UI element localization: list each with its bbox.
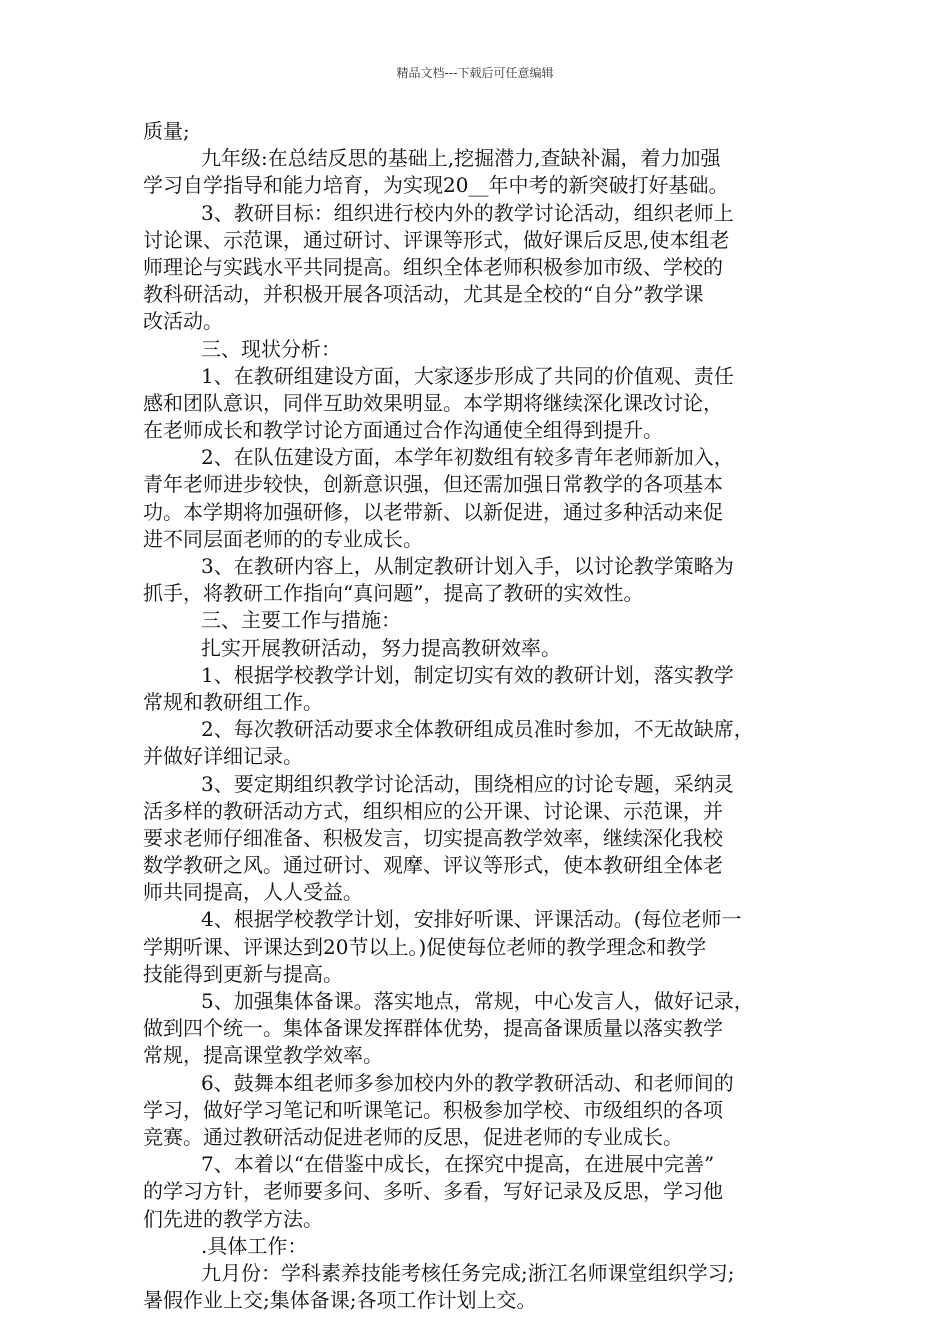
document-body <box>143 118 811 1314</box>
text-line: 学习自学指导和能力培育，为实现20__年中考的新突破打好基础。 <box>143 173 729 198</box>
text-line: 功。本学期将加强研修，以老带新、以新促进，通过多种活动来促 <box>143 499 723 524</box>
page-header: 精品文档---下载后可任意编辑 <box>396 66 554 80</box>
text-line: 在老师成长和教学讨论方面通过合作沟通使全组得到提升。 <box>143 418 663 443</box>
text-line: 九年级:在总结反思的基础上,挖掘潜力,查缺补漏，着力加强 <box>201 146 721 171</box>
text-line: 4、根据学校教学计划，安排好听课、评课活动。(每位老师一 <box>201 907 742 932</box>
text-line: 5、加强集体备课。落实地点，常规，中心发言人，做好记录， <box>201 989 754 1013</box>
text-line: 三、主要工作与措施： <box>201 608 401 633</box>
text-line: 的学习方针，老师要多问、多听、多看，写好记录及反思，学习他 <box>143 1179 723 1204</box>
text-line: 质量; <box>143 119 190 143</box>
text-line: 数学教研之风。通过研讨、观摩、评议等形式，使本教研组全体老 <box>143 853 723 878</box>
text-line: 抓手，将教研工作指向“真问题”，提高了教研的实效性。 <box>143 581 644 606</box>
text-line: 技能得到更新与提高。 <box>143 961 343 986</box>
text-line: 师理论与实践水平共同提高。组织全体老师积极参加市级、学校的 <box>143 254 723 279</box>
text-line: 竞赛。通过教研活动促进老师的反思，促进老师的专业成长。 <box>143 1124 683 1149</box>
text-line: 1、在教研组建设方面，大家逐步形成了共同的价值观、责任 <box>201 363 734 388</box>
text-line: 7、本着以“在借鉴中成长，在探究中提高，在进展中完善” <box>201 1152 715 1177</box>
text-line: 扎实开展教研活动，努力提高教研效率。 <box>201 635 561 660</box>
text-line: 教科研活动，并积极开展各项活动，尤其是全校的“自分”教学课 <box>143 282 704 307</box>
text-line: 3、教研目标：组织进行校内外的教学讨论活动，组织老师上 <box>201 200 734 225</box>
text-line: 师共同提高，人人受益。 <box>143 880 363 905</box>
text-line: 感和团队意识，同伴互助效果明显。本学期将继续深化课改讨论， <box>143 390 723 415</box>
text-line: 3、在教研内容上，从制定教研计划入手，以讨论教学策略为 <box>201 554 734 578</box>
text-line: 九月份：学科素养技能考核任务完成;浙江名师课堂组织学习; <box>201 1260 735 1285</box>
text-line: 三、现状分析： <box>201 336 341 361</box>
text-line: 6、鼓舞本组老师多参加校内外的教学教研活动、和老师间的 <box>201 1070 734 1095</box>
text-line: .具体工作： <box>201 1233 308 1258</box>
text-line: 学习，做好学习笔记和听课笔记。积极参加学校、市级组织的各项 <box>143 1097 723 1122</box>
text-line: 做到四个统一。集体备课发挥群体优势，提高备课质量以落实教学 <box>143 1016 723 1041</box>
text-line: 学期听课、评课达到20节以上。)促使每位老师的教学理念和教学 <box>143 934 707 959</box>
text-line: 3、要定期组织教学讨论活动，围绕相应的讨论专题，采纳灵 <box>201 771 734 796</box>
text-line: 2、每次教研活动要求全体教研组成员准时参加，不无故缺席， <box>201 717 754 742</box>
text-line: 讨论课、示范课，通过研讨、评课等形式，做好课后反思,使本组老 <box>143 227 730 252</box>
text-line: 青年老师进步较快，创新意识强，但还需加强日常教学的各项基本 <box>143 472 723 497</box>
text-line: 们先进的教学方法。 <box>143 1206 323 1231</box>
text-line: 要求老师仔细准备、积极发言，切实提高教学效率，继续深化我校 <box>143 825 723 850</box>
text-line: 活多样的教研活动方式，组织相应的公开课、讨论课、示范课，并 <box>143 798 723 823</box>
text-line: 常规和教研组工作。 <box>143 689 323 714</box>
text-line: 2、在队伍建设方面，本学年初数组有较多青年老师新加入， <box>201 445 734 470</box>
text-line: 进不同层面老师的的专业成长。 <box>143 526 423 551</box>
text-line: 暑假作业上交;集体备课;各项工作计划上交。 <box>143 1288 537 1313</box>
text-line: 常规，提高课堂教学效率。 <box>143 1043 383 1068</box>
text-line: 改活动。 <box>143 309 223 334</box>
text-line: 1、根据学校教学计划，制定切实有效的教研计划，落实教学 <box>201 662 734 687</box>
text-line: 并做好详细记录。 <box>143 744 303 769</box>
